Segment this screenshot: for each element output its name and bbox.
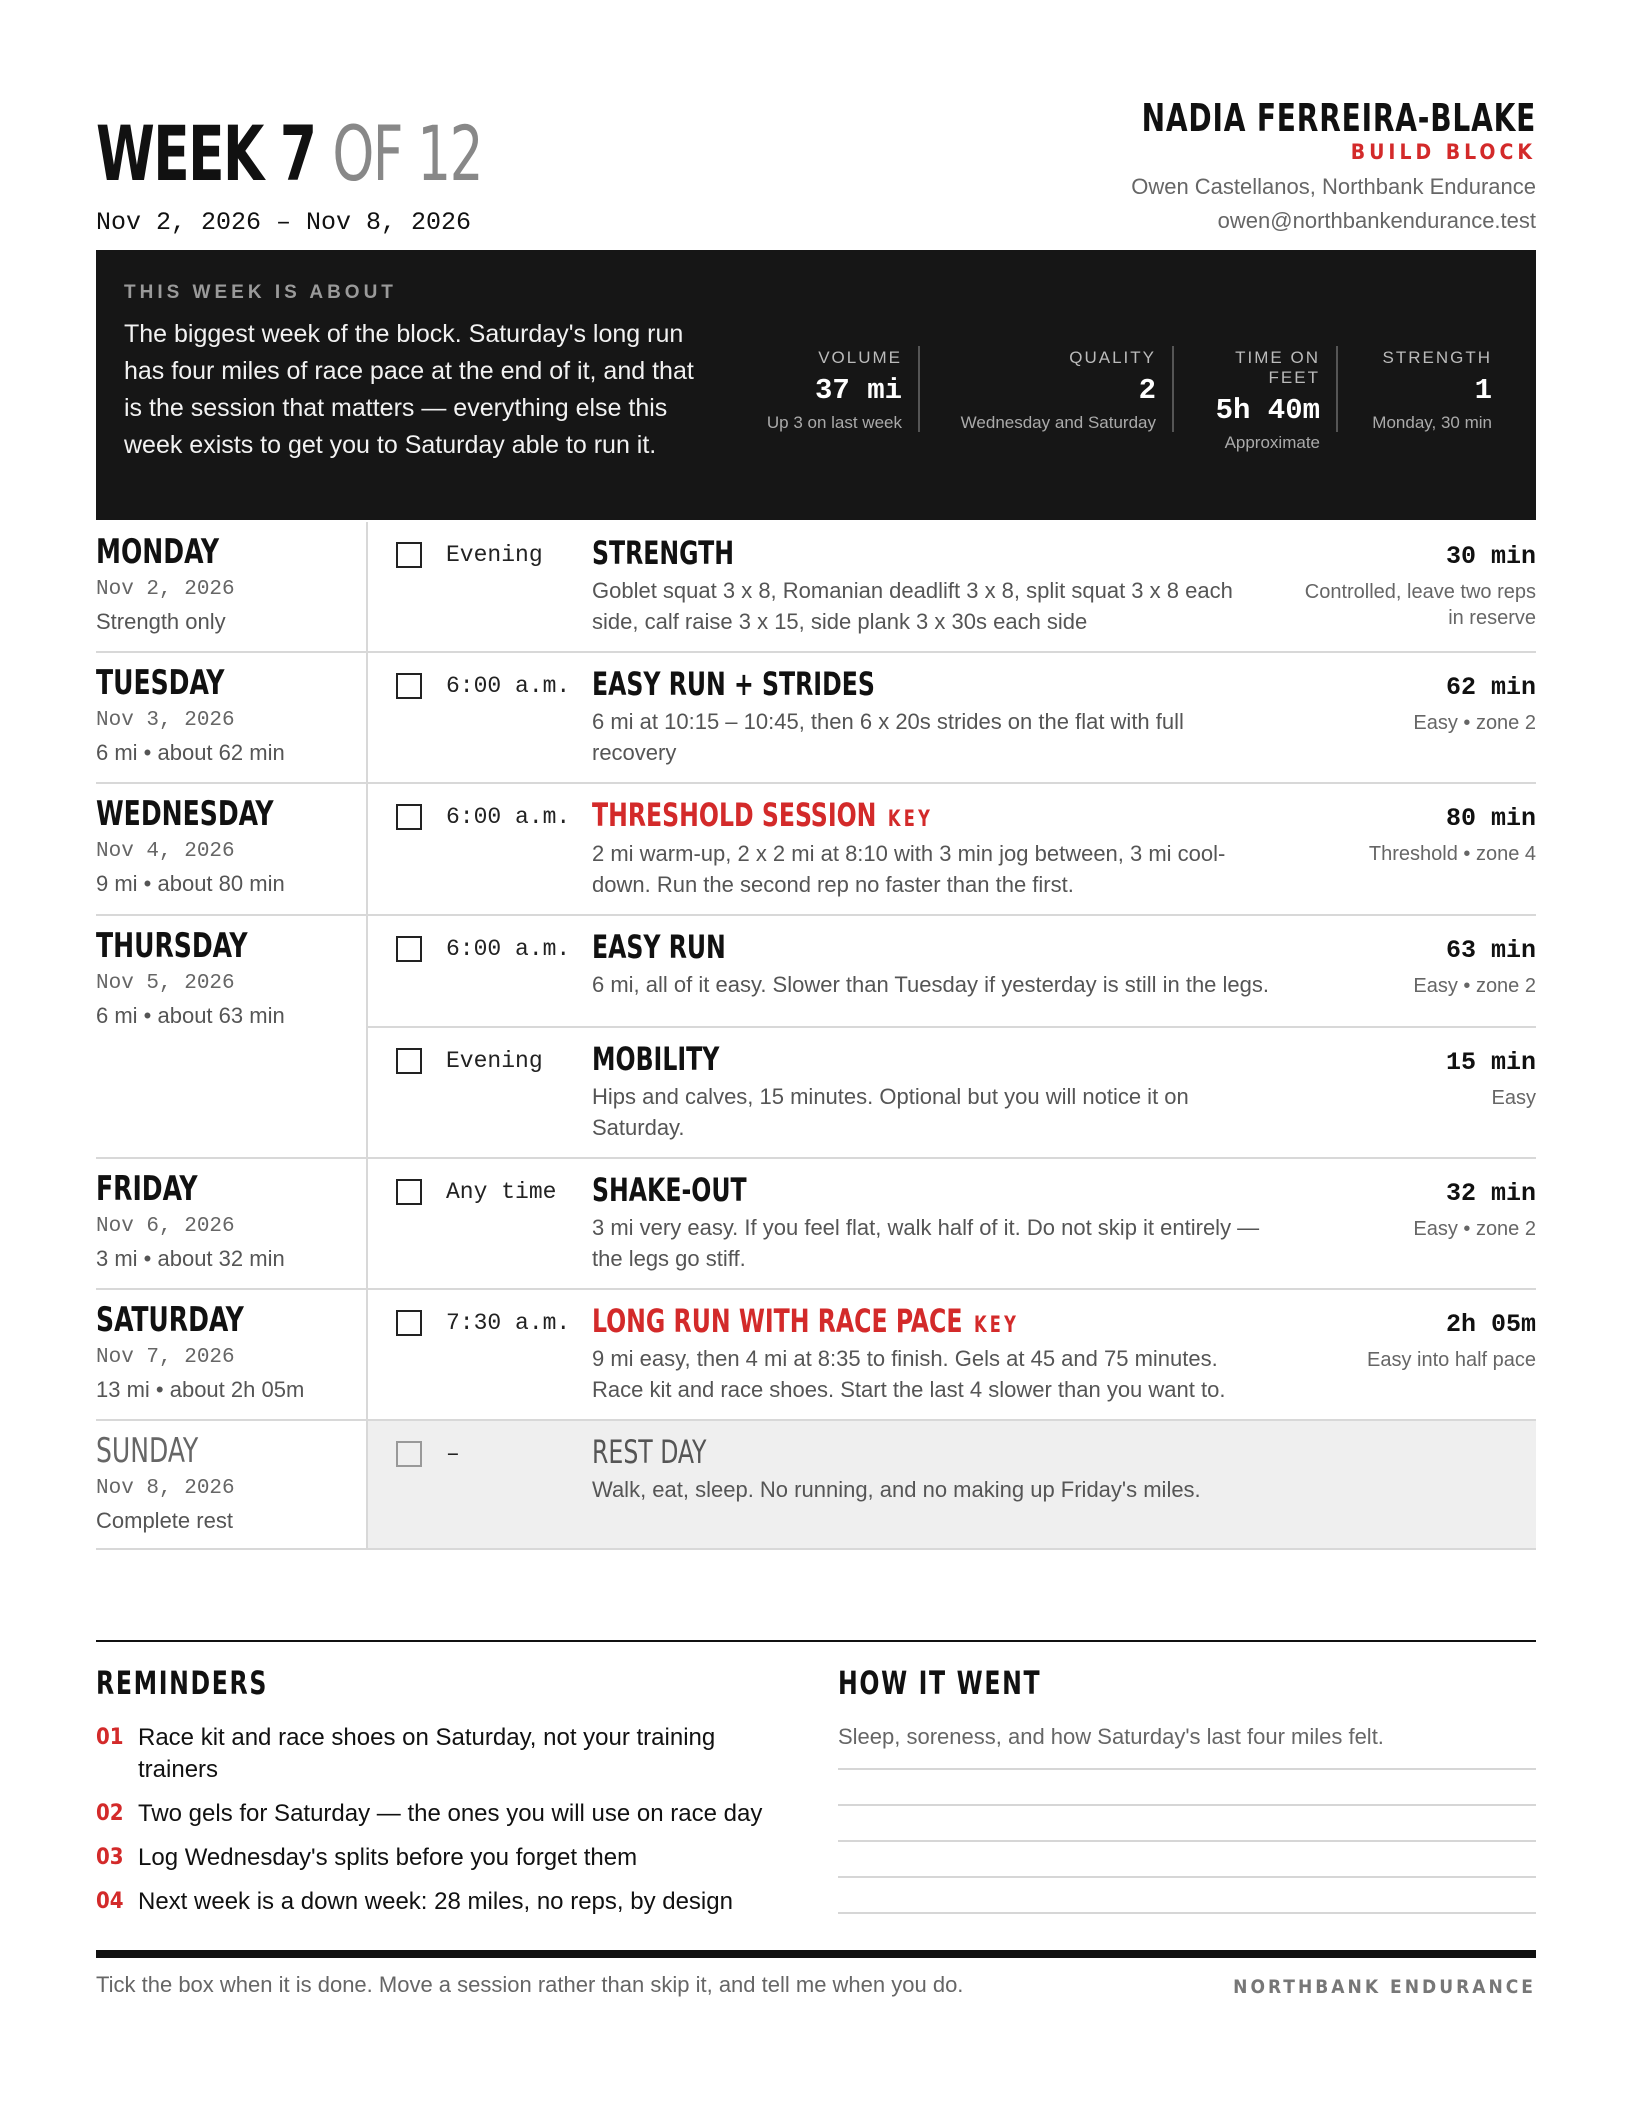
session-zone: Easy • zone 2 [1413,974,1536,997]
how-heading: HOW IT WENT [838,1664,1042,1702]
session-zone: Controlled, leave two reps in reserve [1304,581,1536,629]
session-title [592,667,1166,702]
session-duration: 62 min [1445,673,1536,703]
session-time: 7:30 a.m. [446,1309,571,1336]
day-date: Nov 3, 2026 [96,709,235,733]
session-row [368,1159,1536,1288]
stat-label: VOLUME [818,348,902,367]
session-title-text: MOBILITY [592,1039,720,1078]
day-row-sunday [96,1421,1536,1550]
done-checkbox[interactable] [396,1179,422,1205]
session-body [592,798,1292,899]
done-checkbox[interactable] [396,936,422,962]
day-label [96,1290,368,1419]
day-sessions [368,653,1536,782]
week-schedule [96,522,1536,1550]
session-meta [1292,1435,1536,1517]
day-sessions [368,522,1536,651]
session-title-text: LONG RUN WITH RACE PACE [592,1301,963,1340]
stat-sub: Wednesday and Saturday [960,413,1156,432]
session-duration: 32 min [1445,1178,1536,1208]
note-line[interactable] [838,1840,1536,1842]
footer-rule [96,1950,1536,1958]
stat-value: 2 [1138,374,1156,407]
session-body [592,1301,1292,1405]
session-meta [1292,1173,1536,1274]
session-zone: Easy into half pace [1367,1348,1536,1371]
session-body [592,1039,1292,1143]
day-date: Nov 2, 2026 [96,578,235,601]
day-name: MONDAY [96,532,220,572]
session-row [368,916,1536,1026]
reminder-text: Two gels for Saturday — the ones you will use on race day [138,1800,763,1827]
session-meta [1292,536,1536,637]
reminder-text: Log Wednesday's splits before you forget them [138,1844,638,1871]
stat-time-on-feet [1172,346,1336,452]
session-title [592,798,1166,833]
session-meta [1292,798,1536,899]
session-title [592,927,1166,966]
session-time: Any time [446,1178,557,1205]
session-row [368,653,1536,782]
coach-email[interactable]: owen@northbankendurance.test [1217,208,1536,233]
stat-value: 5h 40m [1215,394,1320,427]
day-row-tuesday [96,653,1536,784]
session-duration: 2h 05m [1445,1309,1536,1339]
day-date: Nov 8, 2026 [96,1477,235,1501]
day-sessions [368,784,1536,913]
stat-sub: Monday, 30 min [1372,413,1492,432]
day-row-monday [96,522,1536,653]
session-row [368,522,1536,651]
stat-label: STRENGTH [1382,348,1492,367]
stat-sub: Approximate [1224,433,1320,452]
session-duration: 30 min [1445,542,1536,571]
stat-value: 1 [1474,374,1492,407]
session-body [592,1435,1292,1517]
session-description: 9 mi easy, then 4 mi at 8:35 to finish. Gels at 45 and 75 minutes. Race kit and race shoes. Start the last 4 slower than you want to. [592,1346,1226,1403]
day-sessions [368,1290,1536,1419]
day-summary: 13 mi • about 2h 05m [96,1376,305,1402]
week-stats [748,346,1492,452]
stat-value: 37 mi [814,374,902,407]
reminder-number: 02 [96,1801,124,1826]
banner-kicker: THIS WEEK IS ABOUT [124,282,397,303]
session-time: – [446,1441,460,1468]
reminder-text: Next week is a down week: 28 miles, no reps, by design [138,1888,733,1915]
banner-text: The biggest week of the block. Saturday's long run has four miles of race pace at the end of it, and that is the session that matters — everything else this week exists to get you to Saturday able to run it. [124,320,694,459]
session-description: Goblet squat 3 x 8, Romanian deadlift 3 x 8, split squat 3 x 8 each side, calf raise 3 x 15, side plank 3 x 30s each side [592,578,1233,635]
session-body [592,667,1292,768]
day-name: SUNDAY [96,1431,199,1472]
day-name: FRIDAY [96,1168,198,1209]
stat-volume [748,346,918,432]
session-zone: Easy • zone 2 [1413,1217,1536,1240]
session-duration: 80 min [1445,804,1536,834]
week-focus-banner [96,250,1536,520]
session-description: Walk, eat, sleep. No running, and no making up Friday's miles. [592,1477,1201,1503]
key-session-tag: KEY [887,807,934,833]
reminder-text: Race kit and race shoes on Saturday, not your training trainers [138,1724,716,1783]
footer-brand: NORTHBANK ENDURANCE [1233,1976,1536,1998]
reminders-heading: REMINDERS [96,1664,269,1702]
session-duration: 15 min [1445,1047,1536,1077]
block-name: BUILD BLOCK [1350,140,1536,164]
session-body [592,1170,1292,1274]
session-meta [1292,1042,1536,1143]
session-time: 6:00 a.m. [446,935,571,962]
session-title [592,1039,1166,1078]
stat-quality [918,346,1172,432]
how-it-went-section [838,1664,1536,1914]
day-summary: 6 mi • about 62 min [96,740,285,766]
day-summary: 3 mi • about 32 min [96,1245,285,1271]
day-name: THURSDAY [96,925,248,966]
day-label [96,1421,368,1548]
session-time: Evening [446,542,543,568]
reminders-section [96,1664,796,1930]
session-body [592,536,1292,637]
day-label [96,1159,368,1288]
day-summary: 6 mi • about 63 min [96,1002,285,1028]
day-label [96,916,368,1157]
footer-note: Tick the box when it is done. Move a session rather than skip it, and tell me when you do. [96,1972,964,1997]
week-header [96,109,591,237]
reminder-item [96,1842,796,1874]
session-meta [1292,930,1536,1012]
stat-strength [1336,346,1492,432]
session-title-text: SHAKE-OUT [592,1170,747,1209]
day-date: Nov 4, 2026 [96,840,235,864]
session-title-text: EASY RUN [592,927,726,966]
notes-lines[interactable] [838,1768,1536,1914]
session-body [592,927,1292,1012]
session-zone: Easy [1491,1086,1536,1109]
reminder-item [96,1722,796,1786]
note-line[interactable] [838,1912,1536,1914]
stat-sub: Up 3 on last week [766,413,902,432]
session-title [592,1301,1166,1340]
done-checkbox[interactable] [396,1441,422,1467]
reminder-item [96,1886,796,1918]
day-row-friday [96,1159,1536,1290]
session-description: 6 mi, all of it easy. Slower than Tuesday if yesterday is still in the legs. [592,971,1270,997]
session-title-text: THRESHOLD SESSION [592,796,877,835]
day-summary: Complete rest [96,1508,233,1534]
day-label [96,522,368,651]
day-sessions [368,1159,1536,1288]
reminders-list [96,1722,796,1918]
session-title [592,1170,1166,1209]
day-sessions [368,1421,1536,1548]
reminder-number: 01 [96,1725,124,1750]
week-number: WEEK 7 [96,109,316,198]
done-checkbox[interactable] [396,542,422,568]
week-total: OF 12 [332,109,483,198]
day-date: Nov 7, 2026 [96,1345,235,1369]
session-zone: Easy • zone 2 [1413,712,1536,735]
session-title [592,1435,1166,1470]
day-name: WEDNESDAY [96,794,274,835]
key-session-tag: KEY [973,1312,1020,1338]
divider [96,1640,1536,1642]
note-line[interactable] [838,1876,1536,1878]
session-title-text: STRENGTH [592,534,734,572]
note-line[interactable] [838,1804,1536,1806]
day-row-wednesday [96,784,1536,915]
stat-label: TIME ON FEET [1235,348,1320,387]
athlete-header [1055,96,1536,234]
day-date: Nov 5, 2026 [96,971,235,995]
day-row-thursday [96,916,1536,1159]
session-time: Evening [446,1047,543,1074]
session-description: Hips and calves, 15 minutes. Optional but you will notice it on Saturday. [592,1083,1189,1140]
session-title-text: REST DAY [592,1433,707,1472]
session-description: 6 mi at 10:15 – 10:45, then 6 x 20s strides on the flat with full recovery [592,709,1184,766]
stat-label: QUALITY [1069,348,1156,367]
day-name: TUESDAY [96,663,225,704]
day-sessions [368,916,1536,1157]
session-zone: Threshold • zone 4 [1368,843,1536,866]
session-row [368,1026,1536,1157]
day-row-saturday [96,1290,1536,1421]
coach-name: Owen Castellanos, Northbank Endurance [1131,174,1536,199]
day-label [96,784,368,913]
session-row [368,1290,1536,1419]
athlete-name: NADIA FERREIRA-BLAKE [1141,96,1536,140]
session-description: 2 mi warm-up, 2 x 2 mi at 8:10 with 3 min jog between, 3 mi cool-down. Run the second rep no faster than the first. [592,840,1226,897]
done-checkbox[interactable] [396,1310,422,1336]
note-line[interactable] [838,1768,1536,1770]
day-summary: Strength only [96,609,226,634]
session-meta [1292,1304,1536,1405]
week-dates: Nov 2, 2026 – Nov 8, 2026 [96,208,472,237]
session-row [368,784,1536,913]
week-title [96,109,483,198]
done-checkbox[interactable] [396,1048,422,1074]
session-row [368,1421,1536,1531]
day-date: Nov 6, 2026 [96,1214,235,1238]
session-time: 6:00 a.m. [446,804,571,831]
done-checkbox[interactable] [396,673,422,699]
reminder-number: 04 [96,1889,124,1914]
session-time: 6:00 a.m. [446,673,571,700]
how-prompt: Sleep, soreness, and how Saturday's last four miles felt. [838,1724,1384,1749]
day-label [96,653,368,782]
reminder-number: 03 [96,1845,124,1870]
session-meta [1292,667,1536,768]
day-summary: 9 mi • about 80 min [96,871,285,897]
day-name: SATURDAY [96,1299,244,1340]
session-duration: 63 min [1445,935,1536,965]
done-checkbox[interactable] [396,804,422,830]
session-title [592,536,1166,571]
reminder-item [96,1798,796,1830]
session-description: 3 mi very easy. If you feel flat, walk half of it. Do not skip it entirely — the legs go stiff. [592,1214,1260,1271]
session-title-text: EASY RUN + STRIDES [592,665,875,704]
